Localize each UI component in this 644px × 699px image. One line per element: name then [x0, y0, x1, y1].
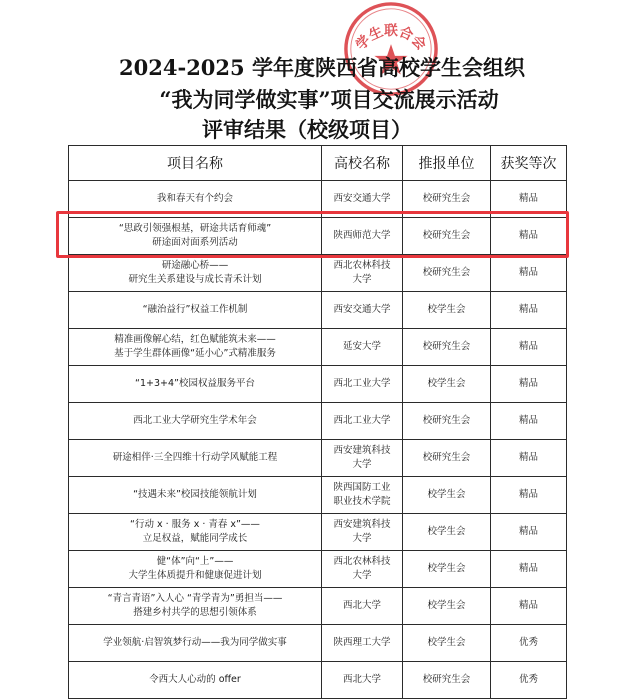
project-name-cell [69, 662, 322, 699]
school-name-cell-line: 西安交通大学 [333, 304, 391, 315]
project-name-cell-line: 我和春天有个约会 [156, 193, 233, 204]
table-row [69, 662, 567, 699]
project-name-cell-line: 精准画像解心结，红色赋能筑未来—— [114, 334, 276, 345]
school-name-cell-line: 西安交通大学 [333, 193, 391, 204]
school-name-cell-line: 大学 [352, 459, 372, 470]
award-level-cell: 精品 [491, 588, 567, 625]
school-name-cell-line: 大学 [352, 533, 372, 544]
recommending-unit-cell: 校研究生会 [403, 662, 491, 699]
document-title-line-1: 2024-2025 学年度陕西省高校学生会组织 [119, 55, 525, 80]
school-name-cell [322, 514, 403, 551]
award-level-cell: 精品 [491, 440, 567, 477]
table-row [69, 551, 567, 588]
project-name-cell-line: 西北工业大学研究生学术年会 [133, 415, 257, 426]
school-name-cell-line: 陕西国防工业 [333, 482, 391, 493]
school-name-cell-line: 大学 [352, 570, 372, 581]
document-title-line-2: “我为同学做实事”项目交流展示活动 [159, 87, 499, 112]
project-name-cell-line: 学业领航·启智筑梦行动——我为同学做实事 [103, 637, 287, 648]
project-name-cell-line: 研途融心桥—— [161, 260, 229, 271]
recommending-unit-cell: 校学生会 [403, 514, 491, 551]
school-name-cell [322, 440, 403, 477]
recommending-unit-cell: 校学生会 [403, 292, 491, 329]
project-name-cell [69, 329, 322, 366]
recommending-unit-cell: 校学生会 [403, 625, 491, 662]
recommending-unit-cell: 校研究生会 [403, 181, 491, 218]
school-name-cell-line: 西北农林科技 [333, 556, 391, 567]
school-name-cell [322, 181, 403, 218]
recommending-unit-cell: 校学生会 [403, 477, 491, 514]
award-level-cell: 优秀 [491, 625, 567, 662]
school-name-cell-line: 陕西师范大学 [333, 230, 391, 241]
school-name-cell [322, 403, 403, 440]
table-row [69, 514, 567, 551]
table-row [69, 440, 567, 477]
award-level-cell: 精品 [491, 366, 567, 403]
table-row [69, 477, 567, 514]
school-name-cell [322, 551, 403, 588]
recommending-unit-cell: 校研究生会 [403, 255, 491, 292]
project-name-cell [69, 514, 322, 551]
project-name-cell [69, 477, 322, 514]
school-name-cell-line: 西北农林科技 [333, 260, 391, 271]
project-name-cell-line: 基于学生群体画像“延小心”式精准服务 [114, 348, 276, 359]
award-level-cell: 精品 [491, 292, 567, 329]
school-name-cell-line: 职业技术学院 [333, 496, 391, 507]
project-name-cell [69, 292, 322, 329]
project-name-cell-line: “行动 x · 服务 x · 青春 x”—— [130, 519, 260, 530]
header-recommending-unit: 推报单位 [403, 146, 491, 181]
school-name-cell-line: 陕西理工大学 [333, 637, 391, 648]
table-row [69, 181, 567, 218]
project-name-cell [69, 218, 322, 255]
school-name-cell [322, 366, 403, 403]
table-row [69, 588, 567, 625]
table-row [69, 329, 567, 366]
project-name-cell [69, 181, 322, 218]
svg-text:学生联合会: 学生联合会 [352, 22, 430, 54]
project-name-cell-line: 大学生体质提升和健康促进计划 [128, 570, 262, 581]
results-table [68, 145, 567, 699]
project-name-cell-line: 立足权益，赋能同学成长 [142, 533, 248, 544]
table-header-row [69, 146, 567, 181]
school-name-cell-line: 西北大学 [342, 600, 381, 611]
award-level-cell: 精品 [491, 551, 567, 588]
school-name-cell [322, 588, 403, 625]
project-name-cell-line: 研究生关系建设与成长青禾计划 [128, 274, 262, 285]
project-name-cell [69, 551, 322, 588]
award-level-cell: 精品 [491, 181, 567, 218]
project-name-cell-line: “思政引领强根基，研途共话育师魂” [118, 223, 272, 234]
school-name-cell [322, 477, 403, 514]
award-level-cell: 精品 [491, 477, 567, 514]
project-name-cell-line: “技遇未来”校园技能领航计划 [133, 489, 257, 500]
recommending-unit-cell: 校学生会 [403, 551, 491, 588]
project-name-cell [69, 255, 322, 292]
recommending-unit-cell: 校研究生会 [403, 440, 491, 477]
project-name-cell-line: 令西大人心动的 offer [149, 674, 241, 685]
school-name-cell [322, 329, 403, 366]
school-name-cell-line: 延安大学 [342, 341, 381, 352]
award-level-cell: 精品 [491, 403, 567, 440]
school-name-cell-line: 西北工业大学 [333, 378, 391, 389]
award-level-cell: 精品 [491, 218, 567, 255]
table-row [69, 255, 567, 292]
school-name-cell-line: 西北大学 [342, 674, 381, 685]
table-row [69, 366, 567, 403]
recommending-unit-cell: 校研究生会 [403, 403, 491, 440]
school-name-cell [322, 218, 403, 255]
project-name-cell [69, 403, 322, 440]
project-name-cell-line: “融治益行”权益工作机制 [142, 304, 248, 315]
project-name-cell-line: 研途面对面系列活动 [152, 237, 238, 248]
school-name-cell [322, 625, 403, 662]
award-level-cell: 精品 [491, 329, 567, 366]
award-level-cell: 优秀 [491, 662, 567, 699]
school-name-cell [322, 662, 403, 699]
table-row [69, 218, 567, 255]
school-name-cell-line: 西安建筑科技 [333, 519, 391, 530]
school-name-cell-line: 西北工业大学 [333, 415, 391, 426]
award-level-cell: 精品 [491, 514, 567, 551]
project-name-cell-line: 研途相伴·三全四维十行动学风赋能工程 [112, 452, 278, 463]
project-name-cell [69, 440, 322, 477]
recommending-unit-cell: 校学生会 [403, 366, 491, 403]
project-name-cell-line: 搭建乡村共学的思想引领体系 [133, 607, 257, 618]
school-name-cell [322, 255, 403, 292]
project-name-cell [69, 588, 322, 625]
project-name-cell [69, 625, 322, 662]
recommending-unit-cell: 校学生会 [403, 588, 491, 625]
project-name-cell-line: 健“体”向“上”—— [156, 556, 234, 567]
table-row [69, 403, 567, 440]
recommending-unit-cell: 校研究生会 [403, 329, 491, 366]
award-level-cell: 精品 [491, 255, 567, 292]
header-school-name: 高校名称 [322, 146, 403, 181]
document-title-line-3: 评审结果（校级项目） [202, 117, 412, 142]
table-row [69, 625, 567, 662]
header-project-name: 项目名称 [69, 146, 322, 181]
header-award-level: 获奖等次 [491, 146, 567, 181]
project-name-cell-line: “1+3+4”校园权益服务平台 [135, 378, 255, 389]
table-row [69, 292, 567, 329]
school-name-cell-line: 西安建筑科技 [333, 445, 391, 456]
school-name-cell [322, 292, 403, 329]
recommending-unit-cell: 校研究生会 [403, 218, 491, 255]
project-name-cell [69, 366, 322, 403]
project-name-cell-line: “青言青语”入人心 “青学青为”勇担当—— [107, 593, 283, 604]
school-name-cell-line: 大学 [352, 274, 372, 285]
